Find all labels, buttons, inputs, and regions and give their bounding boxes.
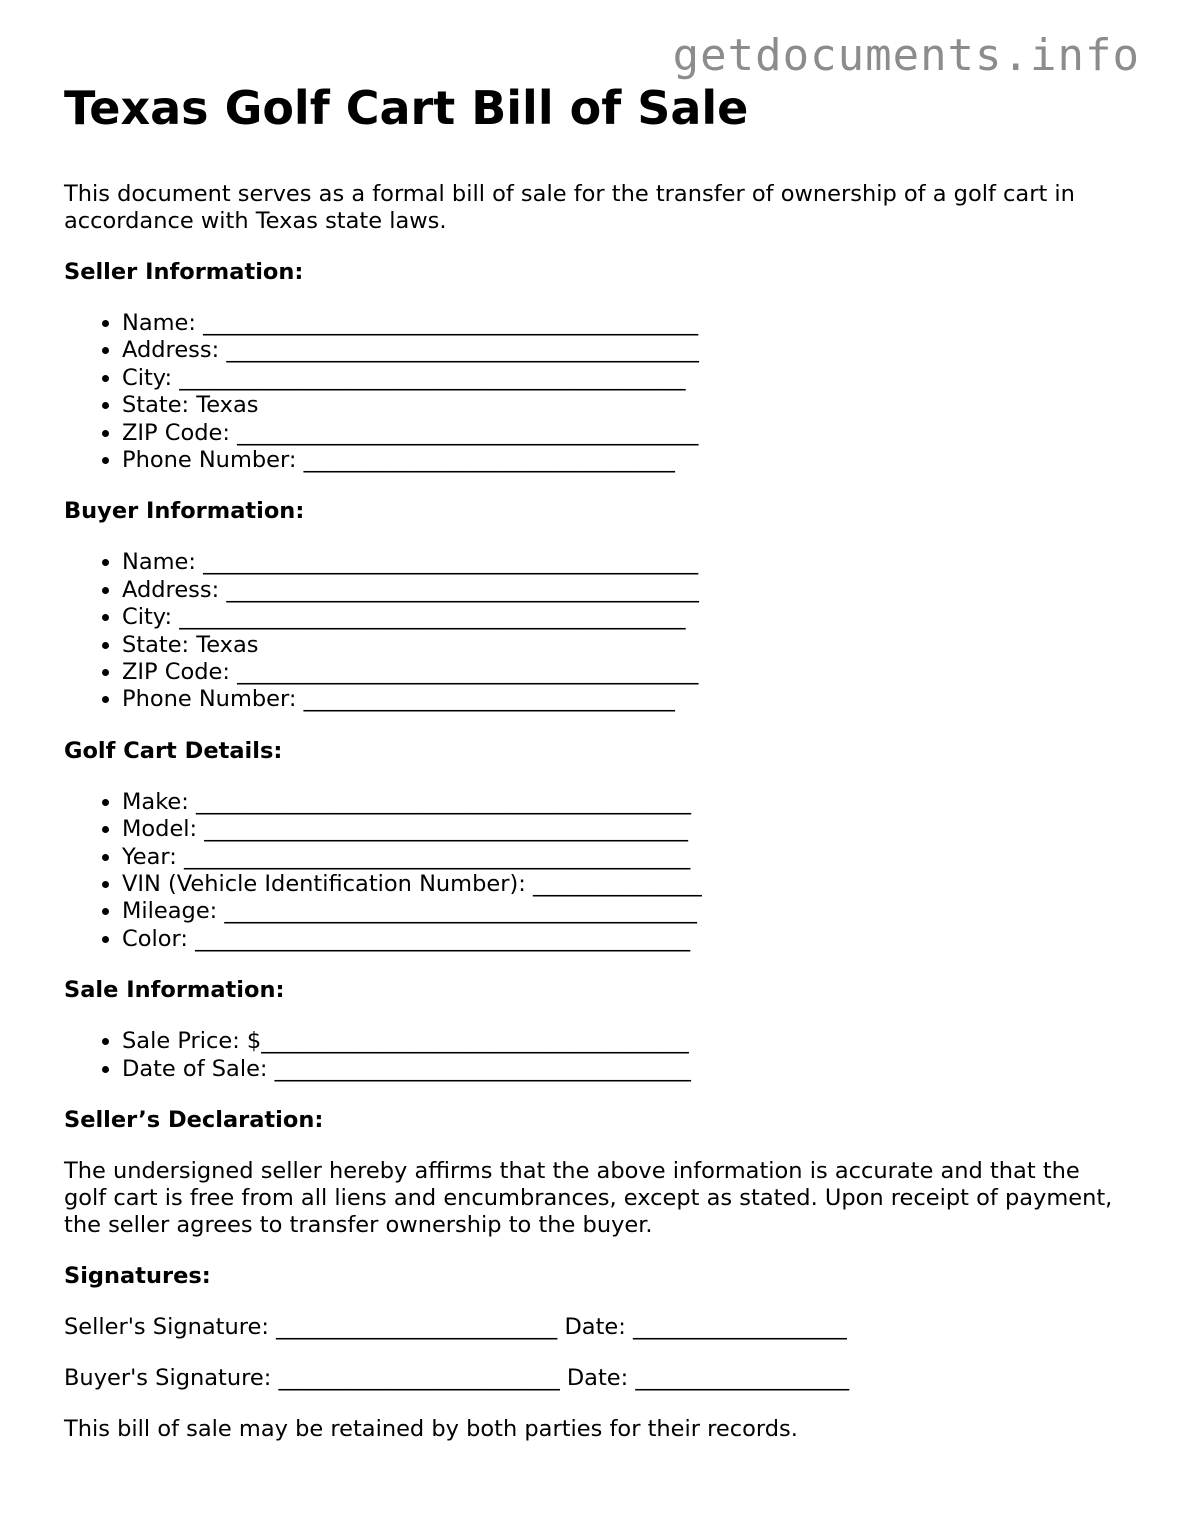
buyer-signature-line[interactable]: Buyer's Signature: _________________________ Date: ___________________	[64, 1365, 850, 1392]
seller-state-field: • State: Texas	[122, 392, 1124, 419]
buyer-state-field: • State: Texas	[122, 632, 1124, 659]
page-title: Texas Golf Cart Bill of Sale	[64, 81, 749, 135]
cart-year-field[interactable]: • Year: _____________________________________________	[122, 844, 1124, 871]
buyer-name-field[interactable]: • Name: ____________________________________________	[122, 549, 1124, 576]
buyer-zip-field[interactable]: • ZIP Code: _________________________________________	[122, 659, 1124, 686]
seller-address-field[interactable]: • Address: __________________________________________	[122, 337, 1124, 364]
buyer-address-field[interactable]: • Address: __________________________________________	[122, 577, 1124, 604]
buyer-phone-field[interactable]: • Phone Number: _________________________________	[122, 686, 1124, 713]
cart-heading: Golf Cart Details:	[64, 737, 283, 764]
signatures-heading: Signatures:	[64, 1263, 211, 1290]
buyer-city-field[interactable]: • City: _____________________________________________	[122, 604, 1124, 631]
cart-color-field[interactable]: • Color: ____________________________________________	[122, 926, 1124, 953]
seller-zip-field[interactable]: • ZIP Code: _________________________________________	[122, 420, 1124, 447]
seller-name-field[interactable]: • Name: ____________________________________________	[122, 310, 1124, 337]
seller-city-field[interactable]: • City: _____________________________________________	[122, 365, 1124, 392]
buyer-heading: Buyer Information:	[64, 498, 305, 525]
declaration-heading: Seller’s Declaration:	[64, 1107, 324, 1134]
cart-mileage-field[interactable]: • Mileage: __________________________________________	[122, 898, 1124, 925]
cart-make-field[interactable]: • Make: ____________________________________________	[122, 789, 1124, 816]
buyer-list	[64, 549, 1124, 713]
sale-price-field[interactable]: • Sale Price: $______________________________________	[122, 1028, 1124, 1055]
sale-list	[64, 1028, 1124, 1083]
seller-signature-line[interactable]: Seller's Signature: _________________________ Date: ___________________	[64, 1314, 847, 1341]
sale-heading: Sale Information:	[64, 977, 285, 1004]
cart-vin-field[interactable]: • VIN (Vehicle Identification Number): _______________	[122, 871, 1124, 898]
watermark: getdocuments.info	[672, 30, 1140, 81]
cart-list	[64, 789, 1124, 953]
seller-phone-field[interactable]: • Phone Number: _________________________________	[122, 447, 1124, 474]
intro-paragraph: This document serves as a formal bill of sale for the transfer of ownership of a golf cart in accordance with Texas state laws.	[64, 180, 1075, 234]
cart-model-field[interactable]: • Model: ___________________________________________	[122, 816, 1124, 843]
closing-note: This bill of sale may be retained by both parties for their records.	[64, 1416, 798, 1443]
seller-list	[64, 310, 1124, 474]
seller-heading: Seller Information:	[64, 258, 304, 285]
document-page	[64, 82, 1124, 1443]
sale-date-field[interactable]: • Date of Sale: _____________________________________	[122, 1056, 1124, 1083]
declaration-text: The undersigned seller hereby affirms that the above information is accurate and that the golf cart is free from all liens and encumbrances, except as stated. Upon receipt of payment, the seller agrees to transfer ownership to the buyer.	[64, 1158, 1113, 1239]
